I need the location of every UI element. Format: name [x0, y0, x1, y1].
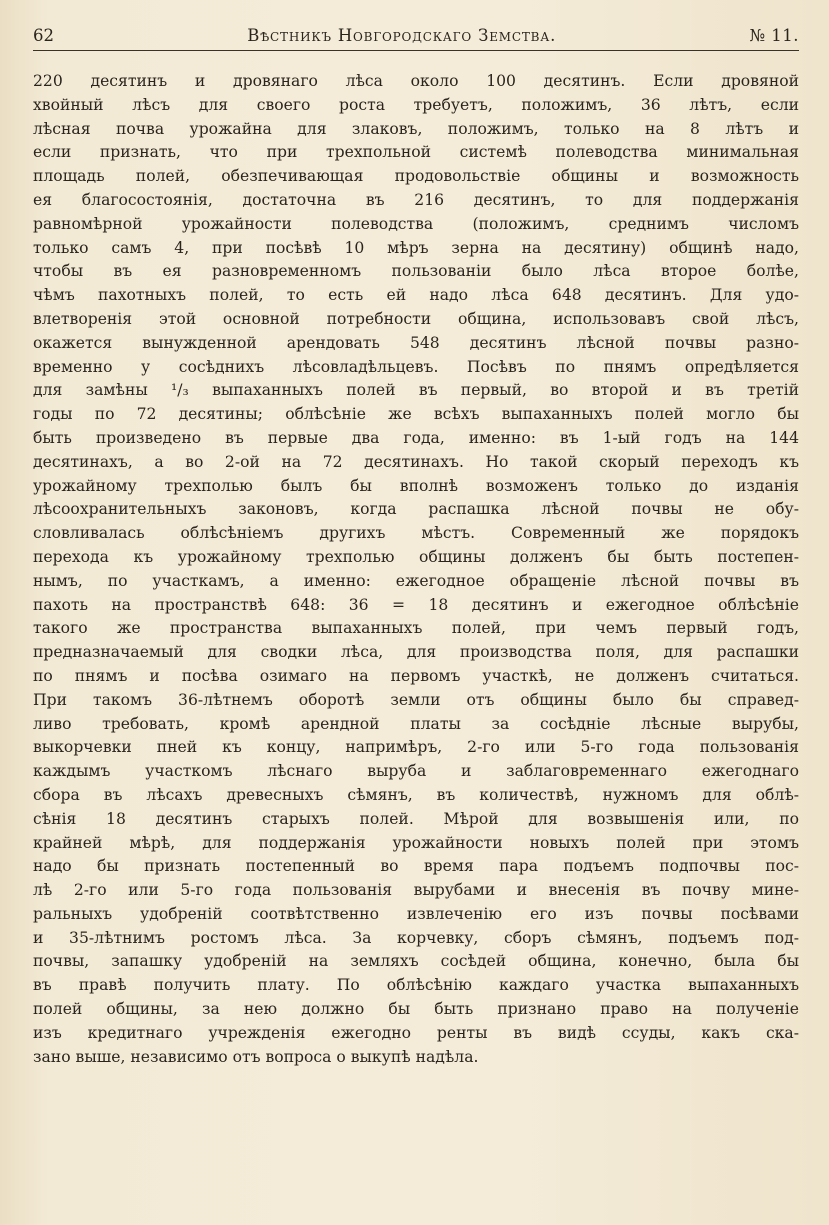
text-line: площадь полей, обезпечивающая продовольствіе общины и возможность — [33, 167, 799, 186]
text-line: При такомъ 36-лѣтнемъ оборотѣ земли отъ общины было бы справед- — [33, 690, 799, 709]
text-line: сбора въ лѣсахъ древесныхъ сѣмянъ, въ количествѣ, нужномъ для облѣ- — [33, 785, 799, 804]
text-line: предназначаемый для сводки лѣса, для производства поля, для распашки — [33, 643, 799, 662]
text-line: и 35-лѣтнимъ ростомъ лѣса. За корчевку, сборъ сѣмянъ, подъемъ под- — [33, 928, 799, 947]
text-line: хвойный лѣсъ для своего роста требуетъ, положимъ, 36 лѣтъ, если — [33, 95, 799, 114]
body-text — [33, 70, 799, 1069]
text-line: перехода къ урожайному трехполью общины долженъ бы быть постепен- — [33, 547, 799, 566]
text-line: по пнямъ и посѣва озимаго на первомъ участкѣ, не долженъ считаться. — [33, 666, 799, 685]
text-line: словливалась облѣсѣніемъ другихъ мѣстъ. Современный же порядокъ — [33, 524, 799, 543]
text-line: чтобы въ ея разновременномъ пользованіи было лѣса второе болѣе, — [33, 262, 799, 281]
text-line: пахоть на пространствѣ 648: 36 = 18 десятинъ и ежегодное облѣсѣніе — [33, 595, 799, 614]
text-line: изъ кредитнаго учрежденія ежегодно ренты въ видѣ ссуды, какъ ска- — [33, 1023, 799, 1042]
text-line: въ правѣ получить плату. По облѣсѣнію каждаго участка выпаханныхъ — [33, 976, 799, 995]
text-line: полей общины, за нею должно бы быть признано право на полученіе — [33, 1000, 799, 1019]
text-line: равномѣрной урожайности полеводства (положимъ, среднимъ числомъ — [33, 214, 799, 233]
text-line: сѣнія 18 десятинъ старыхъ полей. Мѣрой для возвышенія или, по — [33, 809, 799, 828]
text-line: 220 десятинъ и дровянаго лѣса около 100 десятинъ. Если дровяной — [33, 72, 799, 90]
text-line: выкорчевки пней къ концу, напримѣръ, 2-го или 5-го года пользованія — [33, 738, 799, 757]
page-number: 62 — [33, 25, 54, 45]
text-line: временно у сосѣднихъ лѣсовладѣльцевъ. Посѣвъ по пнямъ опредѣляется — [33, 357, 799, 376]
text-line: только самъ 4, при посѣвѣ 10 мѣръ зерна на десятину) общинѣ надо, — [33, 238, 799, 257]
text-line: окажется вынужденной арендовать 548 десятинъ лѣсной почвы разно- — [33, 333, 799, 352]
text-line: надо бы признать постепенный во время пара подъемъ подпочвы пос- — [33, 857, 799, 876]
text-line: нымъ, по участкамъ, а именно: ежегодное обращеніе лѣсной почвы въ — [33, 571, 799, 590]
text-line: ральныхъ удобреній соотвѣтственно извлеченію его изъ почвы посѣвами — [33, 904, 799, 923]
text-line: влетворенія этой основной потребности община, использовавъ свой лѣсъ, — [33, 309, 799, 328]
text-line: почвы, запашку удобреній на земляхъ сосѣдей община, конечно, была бы — [33, 952, 799, 971]
text-line: ея благосостоянія, достаточна въ 216 десятинъ, то для поддержанія — [33, 190, 799, 209]
text-line: если признать, что при трехпольной системѣ полеводства минимальная — [33, 143, 799, 162]
journal-title: Вѣстникъ Новгородскаго Земства. — [247, 25, 557, 45]
text-line: десятинахъ, а во 2-ой на 72 десятинахъ. Но такой скорый переходъ къ — [33, 452, 799, 471]
text-line: ливо требовать, кромѣ арендной платы за сосѣдніе лѣсные вырубы, — [33, 714, 799, 733]
text-line: зано выше, независимо отъ вопроса о выкупѣ надѣла. — [33, 1047, 479, 1066]
text-line: быть произведено въ первые два года, именно: въ 1-ый годъ на 144 — [33, 428, 799, 447]
text-line: лѣ 2-го или 5-го года пользованія вырубами и внесенія въ почву мине- — [33, 881, 799, 900]
text-line: каждымъ участкомъ лѣснаго выруба и заблаговременнаго ежегоднаго — [33, 762, 799, 781]
text-line: чѣмъ пахотныхъ полей, то есть ей надо лѣса 648 десятинъ. Для удо- — [33, 286, 799, 305]
issue-number: № 11. — [749, 25, 799, 45]
text-line: лѣсная почва урожайна для злаковъ, положимъ, только на 8 лѣтъ и — [33, 119, 799, 138]
text-line: лѣсоохранительныхъ законовъ, когда распашка лѣсной почвы не обу- — [33, 500, 799, 519]
running-header — [33, 20, 799, 51]
text-line: такого же пространства выпаханныхъ полей, при чемъ первый годъ, — [33, 619, 799, 638]
text-line: годы по 72 десятины; облѣсѣніе же всѣхъ выпаханныхъ полей могло бы — [33, 405, 799, 424]
text-line: для замѣны ¹/₃ выпаханныхъ полей въ первый, во второй и въ третій — [33, 381, 799, 400]
text-line: крайней мѣрѣ, для поддержанія урожайности новыхъ полей при этомъ — [33, 833, 799, 852]
text-line: урожайному трехполью былъ бы вполнѣ возможенъ только до изданія — [33, 476, 799, 495]
